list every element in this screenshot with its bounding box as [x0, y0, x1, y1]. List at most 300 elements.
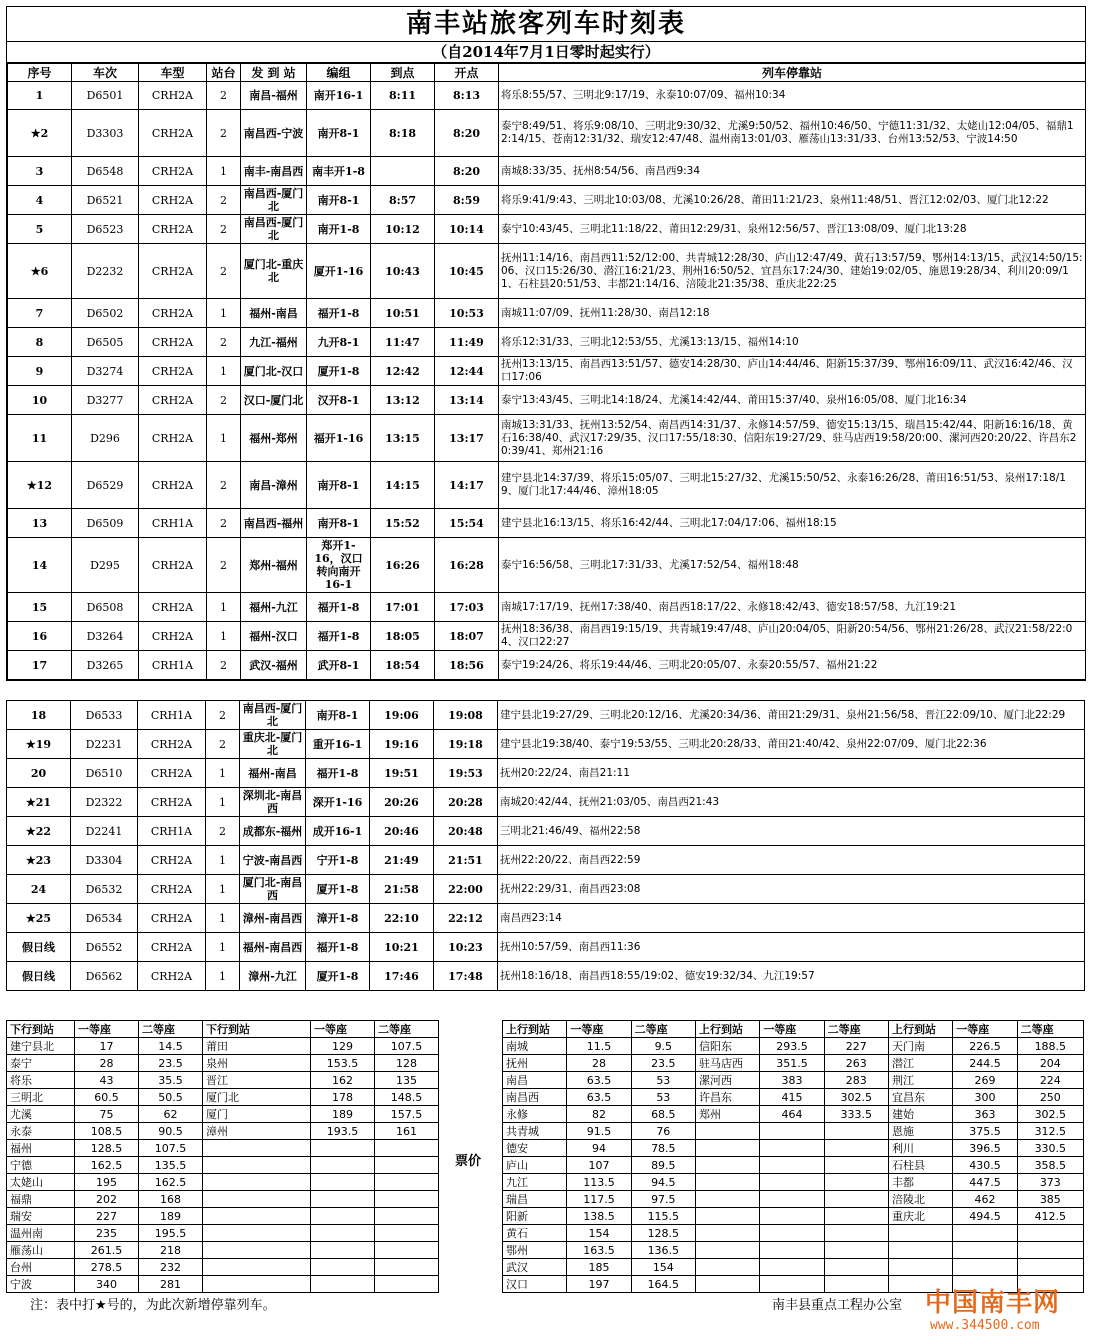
fare-station: 石柱县 — [888, 1157, 952, 1174]
train-number: D6521 — [72, 186, 139, 215]
fare-price: 351.5 — [760, 1055, 824, 1072]
departure-time: 15:54 — [435, 509, 499, 538]
fare-price: 415 — [760, 1089, 824, 1106]
fare-price: 383 — [760, 1072, 824, 1089]
train-number: D296 — [72, 415, 139, 462]
fare-price: 128.5 — [631, 1225, 695, 1242]
platform: 2 — [206, 701, 240, 730]
train-number: D6529 — [72, 462, 139, 509]
stop-list: 抚州22:20/22、南昌西22:59 — [498, 846, 1085, 875]
fare-price: 53 — [631, 1072, 695, 1089]
stop-list: 三明北21:46/49、福州22:58 — [498, 817, 1085, 846]
consist: 厦开1-8 — [306, 962, 370, 991]
office-credit: 南丰县重点工程办公室 — [772, 1298, 903, 1313]
row-number: ★2 — [8, 110, 72, 157]
fare-station: 武汉 — [503, 1259, 567, 1276]
platform: 1 — [206, 904, 240, 933]
train-type: CRH2A — [138, 875, 206, 904]
platform: 1 — [206, 962, 240, 991]
fare-row — [7, 1055, 439, 1072]
fare-station: 南昌西 — [503, 1089, 567, 1106]
fare-price: 189 — [139, 1208, 203, 1225]
page-title: 南丰站旅客列车时刻表 — [7, 7, 1085, 42]
train-number: D6502 — [72, 299, 139, 328]
fare-station: 南昌 — [503, 1072, 567, 1089]
route: 福州-南昌 — [241, 299, 307, 328]
consist: 福开1-8 — [307, 299, 371, 328]
fare-station: 泉州 — [203, 1055, 311, 1072]
fare-price: 195 — [75, 1174, 139, 1191]
route: 福州-汉口 — [241, 622, 307, 651]
stop-list: 南昌西23:14 — [498, 904, 1085, 933]
route: 漳州-南昌西 — [240, 904, 306, 933]
route: 南昌西-厦门北 — [240, 701, 306, 730]
train-type: CRH2A — [139, 186, 207, 215]
platform: 2 — [207, 538, 241, 593]
platform: 1 — [206, 788, 240, 817]
fare-price: 76 — [631, 1123, 695, 1140]
fare-header: 上行到站 — [503, 1021, 567, 1038]
fare-price: 35.5 — [139, 1072, 203, 1089]
fare-station — [203, 1276, 311, 1293]
fare-price — [824, 1174, 888, 1191]
fare-price: 202 — [75, 1191, 139, 1208]
fares-upbound — [502, 1020, 1084, 1293]
fare-price: 128 — [375, 1055, 439, 1072]
fare-price: 293.5 — [760, 1038, 824, 1055]
table-row — [8, 157, 1086, 186]
train-type: CRH1A — [139, 651, 207, 680]
fare-price: 115.5 — [631, 1208, 695, 1225]
platform: 2 — [207, 110, 241, 157]
row-number: 18 — [7, 701, 71, 730]
fare-price: 312.5 — [1017, 1123, 1083, 1140]
fare-price — [375, 1208, 439, 1225]
stop-list: 建宁县北19:38/40、泰宁19:53/55、三明北20:28/33、莆田21:40/42、泉州22:07/09、厦门北22:36 — [498, 730, 1085, 759]
fare-row — [7, 1106, 439, 1123]
train-type: CRH2A — [139, 462, 207, 509]
fare-row — [7, 1089, 439, 1106]
fare-station: 利川 — [888, 1140, 952, 1157]
platform: 2 — [207, 386, 241, 415]
fare-station — [203, 1242, 311, 1259]
column-header: 车型 — [139, 64, 207, 82]
fare-station: 丰都 — [888, 1174, 952, 1191]
fare-price: 108.5 — [75, 1123, 139, 1140]
departure-time: 8:59 — [435, 186, 499, 215]
arrival-time: 8:57 — [371, 186, 435, 215]
fare-price: 269 — [953, 1072, 1017, 1089]
fare-row — [7, 1157, 439, 1174]
fare-price: 261.5 — [75, 1242, 139, 1259]
route: 南昌西-福州 — [241, 509, 307, 538]
fare-price — [824, 1259, 888, 1276]
arrival-time: 14:15 — [371, 462, 435, 509]
train-type: CRH2A — [139, 386, 207, 415]
fare-row — [503, 1123, 1084, 1140]
fare-price: 135 — [375, 1072, 439, 1089]
consist: 成开16-1 — [306, 817, 370, 846]
table-row — [8, 186, 1086, 215]
train-number: D3265 — [72, 651, 139, 680]
row-number: 15 — [8, 593, 72, 622]
train-type: CRH2A — [139, 215, 207, 244]
fare-station: 荆江 — [888, 1072, 952, 1089]
arrival-time — [371, 157, 435, 186]
fare-station: 九江 — [503, 1174, 567, 1191]
arrival-time: 8:11 — [371, 82, 435, 110]
fare-price — [824, 1140, 888, 1157]
train-type: CRH2A — [139, 82, 207, 110]
table-row — [7, 933, 1085, 962]
fare-station: 汉口 — [503, 1276, 567, 1293]
fare-station: 重庆北 — [888, 1208, 952, 1225]
departure-time: 10:53 — [435, 299, 499, 328]
arrival-time: 19:06 — [370, 701, 434, 730]
platform: 1 — [207, 593, 241, 622]
fare-row — [503, 1055, 1084, 1072]
fare-row — [7, 1072, 439, 1089]
fare-price: 82 — [567, 1106, 631, 1123]
stop-list: 泰宁19:24/26、将乐19:44/46、三明北20:05/07、永泰20:55/57、福州21:22 — [499, 651, 1086, 680]
fare-station — [203, 1140, 311, 1157]
fare-price — [760, 1191, 824, 1208]
route: 南昌西-宁波 — [241, 110, 307, 157]
fare-price — [311, 1140, 375, 1157]
row-number: 16 — [8, 622, 72, 651]
fare-station: 宁德 — [7, 1157, 75, 1174]
consist: 福开1-8 — [307, 593, 371, 622]
fare-price — [760, 1157, 824, 1174]
fare-station: 雁荡山 — [7, 1242, 75, 1259]
fare-station: 黄石 — [503, 1225, 567, 1242]
fare-price: 23.5 — [139, 1055, 203, 1072]
consist: 重开16-1 — [306, 730, 370, 759]
train-number: D3277 — [72, 386, 139, 415]
fare-station — [695, 1123, 759, 1140]
column-header: 开点 — [435, 64, 499, 82]
row-number: ★19 — [7, 730, 71, 759]
train-type: CRH2A — [139, 415, 207, 462]
fare-row — [503, 1174, 1084, 1191]
row-number: 1 — [8, 82, 72, 110]
consist: 厦开1-8 — [307, 357, 371, 386]
fare-price — [760, 1208, 824, 1225]
train-number: D295 — [72, 538, 139, 593]
fare-price: 385 — [1017, 1191, 1083, 1208]
train-number: D6501 — [72, 82, 139, 110]
train-number: D6562 — [71, 962, 138, 991]
stop-list: 抚州11:14/16、南昌西11:52/12:00、共青城12:28/30、庐山12:47/49、黄石13:57/59、鄂州14:13/15、武汉14:50/15:06、汉口15:26/30、潜江16:21/23、荆州16:50/52、宜昌东17:24/30、建始19:02/05、施恩19:28/34、利川20:09/11、石柱县20:51/53、丰都21:14/16、涪陵北21:35/38、重庆北22:25 — [499, 244, 1086, 299]
platform: 2 — [207, 244, 241, 299]
route: 宁波-南昌西 — [240, 846, 306, 875]
fare-price — [760, 1225, 824, 1242]
fare-row — [503, 1038, 1084, 1055]
fare-price: 78.5 — [631, 1140, 695, 1157]
route: 福州-郑州 — [241, 415, 307, 462]
fare-price — [375, 1174, 439, 1191]
fare-price: 302.5 — [1017, 1106, 1083, 1123]
fare-price: 89.5 — [631, 1157, 695, 1174]
fare-station: 阳新 — [503, 1208, 567, 1225]
fare-station — [695, 1174, 759, 1191]
fare-row — [503, 1208, 1084, 1225]
route: 厦门北-重庆北 — [241, 244, 307, 299]
fare-price: 227 — [824, 1038, 888, 1055]
fare-station: 建始 — [888, 1106, 952, 1123]
fare-header: 一等座 — [567, 1021, 631, 1038]
table-row — [8, 110, 1086, 157]
fare-row — [503, 1157, 1084, 1174]
fare-price: 50.5 — [139, 1089, 203, 1106]
fare-station — [203, 1157, 311, 1174]
fare-station: 许昌东 — [695, 1089, 759, 1106]
fare-price — [760, 1174, 824, 1191]
fare-price: 189 — [311, 1106, 375, 1123]
arrival-time: 17:01 — [371, 593, 435, 622]
row-number: 5 — [8, 215, 72, 244]
fare-price: 154 — [631, 1259, 695, 1276]
departure-time: 20:48 — [434, 817, 498, 846]
train-type: CRH2A — [139, 157, 207, 186]
fare-price: 107.5 — [139, 1140, 203, 1157]
fare-price: 91.5 — [567, 1123, 631, 1140]
table-row — [8, 328, 1086, 357]
fare-price: 340 — [75, 1276, 139, 1293]
row-number: ★23 — [7, 846, 71, 875]
fare-price: 197 — [567, 1276, 631, 1293]
fare-price — [824, 1157, 888, 1174]
fare-header: 一等座 — [953, 1021, 1017, 1038]
stop-list: 将乐8:55/57、三明北9:17/19、永泰10:07/09、福州10:34 — [499, 82, 1086, 110]
train-type: CRH2A — [138, 904, 206, 933]
fare-price: 300 — [953, 1089, 1017, 1106]
fare-header: 二等座 — [139, 1021, 203, 1038]
fare-price — [311, 1191, 375, 1208]
route: 漳州-九江 — [240, 962, 306, 991]
consist: 南开8-1 — [307, 110, 371, 157]
row-number: 8 — [8, 328, 72, 357]
row-number: 24 — [7, 875, 71, 904]
train-number: D6505 — [72, 328, 139, 357]
fare-price: 113.5 — [567, 1174, 631, 1191]
fare-row — [7, 1174, 439, 1191]
fare-station — [695, 1259, 759, 1276]
fare-price: 28 — [567, 1055, 631, 1072]
stop-list: 南城13:31/33、抚州13:52/54、南昌西14:31/37、永修14:57/59、德安15:13/15、瑞昌15:42/44、阳新16:16/18、黄石16:38/40、武汉17:29/35、汉口17:55/18:30、信阳东19:27/29、驻马店西19:58/20:00、漯河西20:20/22、许昌东20:39/41、郑州21:16 — [499, 415, 1086, 462]
departure-time: 22:00 — [434, 875, 498, 904]
fare-price: 117.5 — [567, 1191, 631, 1208]
fare-price: 75 — [75, 1106, 139, 1123]
fare-price: 63.5 — [567, 1089, 631, 1106]
arrival-time: 10:12 — [371, 215, 435, 244]
fare-price: 148.5 — [375, 1089, 439, 1106]
table-row — [7, 875, 1085, 904]
fare-price: 97.5 — [631, 1191, 695, 1208]
fare-station: 厦门北 — [203, 1089, 311, 1106]
table-row — [8, 386, 1086, 415]
fare-price — [824, 1276, 888, 1293]
platform: 2 — [207, 186, 241, 215]
fare-price: 23.5 — [631, 1055, 695, 1072]
consist: 郑开1-16，汉口转向南开16-1 — [307, 538, 371, 593]
consist: 南开8-1 — [306, 701, 370, 730]
fare-station: 漯河西 — [695, 1072, 759, 1089]
fare-price: 178 — [311, 1089, 375, 1106]
consist: 厦开1-8 — [306, 875, 370, 904]
schedule-lower — [6, 700, 1085, 991]
table-row — [8, 509, 1086, 538]
consist: 福开1-8 — [306, 933, 370, 962]
column-header: 站台 — [207, 64, 241, 82]
departure-time: 10:23 — [434, 933, 498, 962]
fare-price: 281 — [139, 1276, 203, 1293]
fare-price: 138.5 — [567, 1208, 631, 1225]
fare-price: 283 — [824, 1072, 888, 1089]
row-number: 14 — [8, 538, 72, 593]
fare-price — [311, 1174, 375, 1191]
arrival-time: 12:42 — [371, 357, 435, 386]
fare-row — [7, 1225, 439, 1242]
departure-time: 8:20 — [435, 110, 499, 157]
route: 成都东-福州 — [240, 817, 306, 846]
fare-price: 464 — [760, 1106, 824, 1123]
table-row — [7, 846, 1085, 875]
row-number: 10 — [8, 386, 72, 415]
schedule-upper — [7, 63, 1086, 680]
stop-list: 南城11:07/09、抚州11:28/30、南昌12:18 — [499, 299, 1086, 328]
table-row — [8, 462, 1086, 509]
fare-price — [311, 1208, 375, 1225]
fare-station — [695, 1191, 759, 1208]
row-number: ★21 — [7, 788, 71, 817]
train-type: CRH2A — [138, 759, 206, 788]
row-number: 假日线 — [7, 933, 71, 962]
platform: 2 — [206, 730, 240, 759]
fare-price — [375, 1157, 439, 1174]
fare-price: 129 — [311, 1038, 375, 1055]
fare-price: 188.5 — [1017, 1038, 1083, 1055]
fare-row — [503, 1259, 1084, 1276]
arrival-time: 22:10 — [370, 904, 434, 933]
departure-time: 12:44 — [435, 357, 499, 386]
arrival-time: 18:54 — [371, 651, 435, 680]
stop-list: 抚州20:22/24、南昌21:11 — [498, 759, 1085, 788]
fare-station: 涪陵北 — [888, 1191, 952, 1208]
fare-price: 162 — [311, 1072, 375, 1089]
fare-price: 235 — [75, 1225, 139, 1242]
fare-price: 224 — [1017, 1072, 1083, 1089]
consist: 深开1-16 — [306, 788, 370, 817]
stop-list: 抚州10:57/59、南昌西11:36 — [498, 933, 1085, 962]
train-number: D6509 — [72, 509, 139, 538]
fare-station: 福州 — [7, 1140, 75, 1157]
arrival-time: 10:43 — [371, 244, 435, 299]
fare-station: 将乐 — [7, 1072, 75, 1089]
consist: 南开16-1 — [307, 82, 371, 110]
fare-station: 厦门 — [203, 1106, 311, 1123]
fare-header: 上行到站 — [888, 1021, 952, 1038]
fare-price — [311, 1242, 375, 1259]
fare-price — [1017, 1242, 1083, 1259]
fare-station: 南城 — [503, 1038, 567, 1055]
fare-station — [203, 1259, 311, 1276]
departure-time: 8:20 — [435, 157, 499, 186]
fare-price: 94.5 — [631, 1174, 695, 1191]
fare-station — [695, 1225, 759, 1242]
fare-station: 鄂州 — [503, 1242, 567, 1259]
train-number: D2232 — [72, 244, 139, 299]
arrival-time: 19:51 — [370, 759, 434, 788]
route: 厦门北-汉口 — [241, 357, 307, 386]
fare-row — [503, 1140, 1084, 1157]
platform: 1 — [207, 622, 241, 651]
consist: 南丰开1-8 — [307, 157, 371, 186]
fare-price — [375, 1225, 439, 1242]
fare-price — [953, 1225, 1017, 1242]
row-number: 假日线 — [7, 962, 71, 991]
fare-price: 63.5 — [567, 1072, 631, 1089]
row-number: ★25 — [7, 904, 71, 933]
fare-price: 185 — [567, 1259, 631, 1276]
route: 南昌-漳州 — [241, 462, 307, 509]
schedule-table — [6, 6, 1086, 681]
fare-price: 9.5 — [631, 1038, 695, 1055]
train-number: D6534 — [71, 904, 138, 933]
row-number: 9 — [8, 357, 72, 386]
arrival-time: 8:18 — [371, 110, 435, 157]
table-row — [8, 299, 1086, 328]
fare-price — [824, 1208, 888, 1225]
fare-station: 抚州 — [503, 1055, 567, 1072]
departure-time: 10:14 — [435, 215, 499, 244]
row-number: 17 — [8, 651, 72, 680]
table-row — [7, 817, 1085, 846]
fare-station: 驻马店西 — [695, 1055, 759, 1072]
table-row — [8, 415, 1086, 462]
train-type: CRH2A — [139, 328, 207, 357]
stop-list: 将乐9:41/9:43、三明北10:03/08、尤溪10:26/28、莆田11:21/23、泉州11:48/51、晋江12:02/03、厦门北12:22 — [499, 186, 1086, 215]
table-row — [7, 962, 1085, 991]
platform: 1 — [207, 415, 241, 462]
table-row — [8, 244, 1086, 299]
fare-row — [503, 1089, 1084, 1106]
fare-price — [824, 1123, 888, 1140]
fare-price: 60.5 — [75, 1089, 139, 1106]
fare-station: 天门南 — [888, 1038, 952, 1055]
consist: 南开8-1 — [307, 186, 371, 215]
watermark-logo: 中国南丰网 — [925, 1288, 1061, 1318]
departure-time: 19:08 — [434, 701, 498, 730]
route: 南昌西-厦门北 — [241, 186, 307, 215]
fare-price: 375.5 — [953, 1123, 1017, 1140]
fare-price — [760, 1259, 824, 1276]
fare-price: 244.5 — [953, 1055, 1017, 1072]
train-type: CRH2A — [138, 962, 206, 991]
train-number: D6532 — [71, 875, 138, 904]
fare-price: 218 — [139, 1242, 203, 1259]
fare-price — [375, 1259, 439, 1276]
arrival-time: 19:16 — [370, 730, 434, 759]
arrival-time: 18:05 — [371, 622, 435, 651]
stop-list: 抚州18:36/38、南昌西19:15/19、共青城19:47/48、庐山20:04/05、阳新20:54/56、鄂州21:26/28、武汉21:58/22:04、汉口22:27 — [499, 622, 1086, 651]
fare-price: 263 — [824, 1055, 888, 1072]
fare-station: 宜昌东 — [888, 1089, 952, 1106]
train-type: CRH2A — [138, 788, 206, 817]
fare-station: 福鼎 — [7, 1191, 75, 1208]
fare-price: 333.5 — [824, 1106, 888, 1123]
fare-price — [953, 1242, 1017, 1259]
